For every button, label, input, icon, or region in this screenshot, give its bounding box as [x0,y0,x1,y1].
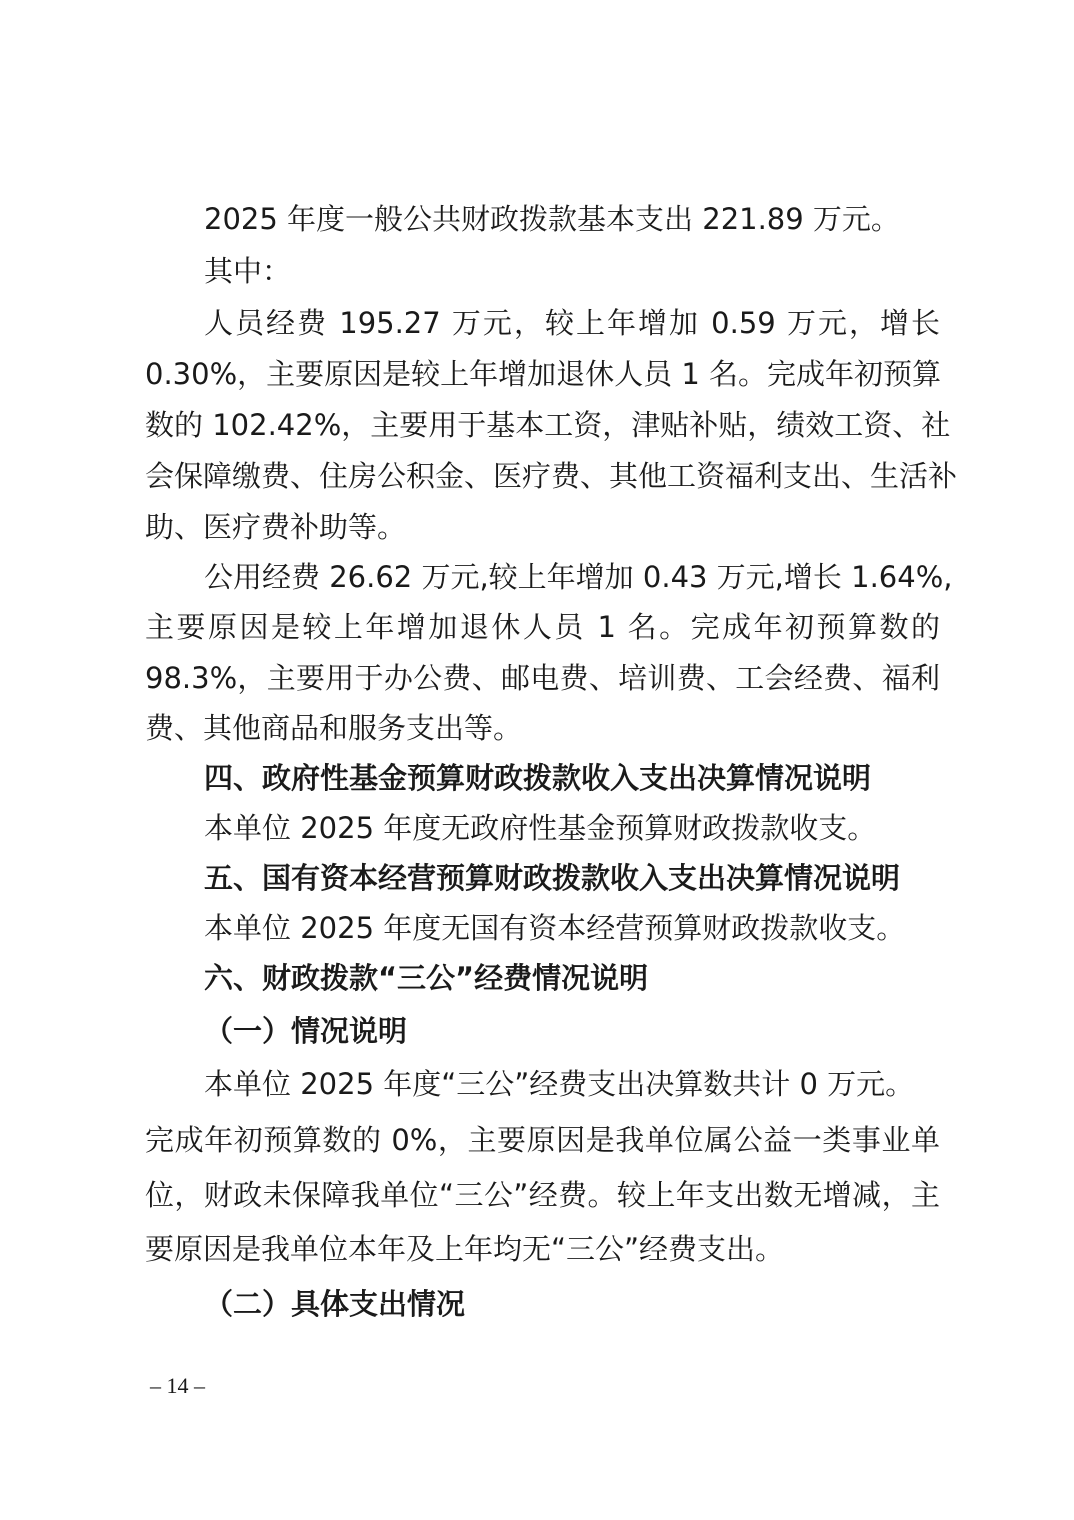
section-heading: 四、政府性基金预算财政拨款收入支出决算情况说明 [204,761,872,795]
text-line: 数的 102.42%，主要用于基本工资，津贴补贴，绩效工资、社 [145,408,951,442]
text-line: 本单位 2025 年度“三公”经费支出决算数共计 0 万元。 [204,1067,915,1101]
text-line: 主要原因是较上年增加退休人员 1 名。完成年初预算数的 [145,610,940,644]
text-line: 其中： [204,254,292,288]
text-line: 人员经费 195.27 万元，较上年增加 0.59 万元，增长 [204,306,940,340]
section-heading: 六、财政拨款“三公”经费情况说明 [204,961,649,995]
text-line: 本单位 2025 年度无政府性基金预算财政拨款收支。 [204,811,877,845]
section-heading: 五、国有资本经营预算财政拨款收入支出决算情况说明 [204,861,901,895]
text-line: 98.3%，主要用于办公费、邮电费、培训费、工会经费、福利 [145,661,940,695]
text-line: 要原因是我单位本年及上年均无“三公”经费支出。 [145,1232,785,1266]
subsection-heading: （二）具体支出情况 [204,1287,466,1321]
text-line: 位，财政未保障我单位“三公”经费。较上年支出数无增减，主 [145,1178,940,1212]
text-line: 2025 年度一般公共财政拨款基本支出 221.89 万元。 [204,202,900,236]
page-number: – 14 – [150,1373,205,1398]
text-line: 会保障缴费、住房公积金、医疗费、其他工资福利支出、生活补 [145,459,958,493]
text-line: 完成年初预算数的 0%，主要原因是我单位属公益一类事业单 [145,1123,940,1157]
text-line: 0.30%，主要原因是较上年增加退休人员 1 名。完成年初预算 [145,357,942,391]
text-line: 助、医疗费补助等。 [145,510,407,544]
text-line: 费、其他商品和服务支出等。 [145,711,523,745]
text-line: 公用经费 26.62 万元,较上年增加 0.43 万元,增长 1.64%, [204,560,953,594]
subsection-heading: （一）情况说明 [204,1014,408,1048]
text-line: 本单位 2025 年度无国有资本经营预算财政拨款收支。 [204,911,906,945]
